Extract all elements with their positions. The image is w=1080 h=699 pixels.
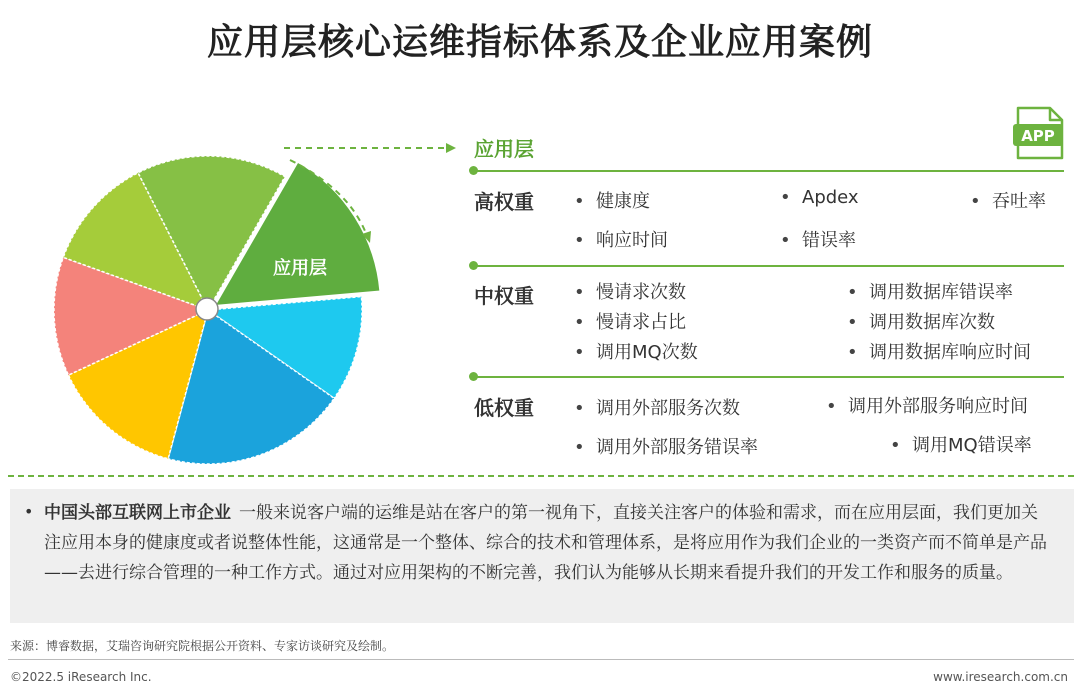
metric-item: • 健康度: [574, 191, 650, 212]
metric-item: • 慢请求占比: [574, 312, 686, 333]
row-separator-line: [474, 376, 1064, 378]
weight-label-low: 低权重: [474, 396, 534, 420]
description-text: 一般来说客户端的运维是站在客户的第一视角下，直接关注客户的体验和需求，而在应用层面，我们更加关注应用本身的健康度或者说整体性能，这通常是一个整体、综合的技术和管理体系，是将应用作为我们企业的一类资产而不简单是产品——去进行综合管理的一种工作方式。通过对应用架构的不断完善，我们认为能够从长期来看提升我们的开发工作和服务的质量。: [44, 503, 1047, 583]
wheel-slice-label: 应用层: [273, 258, 327, 279]
weight-label-medium: 中权重: [474, 284, 534, 308]
app-document-icon: [1012, 106, 1064, 160]
description-paragraph: [44, 498, 1054, 588]
metric-item: • 调用数据库响应时间: [847, 342, 1031, 363]
metric-item: • 错误率: [780, 230, 856, 251]
page-title: 应用层核心运维指标体系及企业应用案例: [206, 22, 873, 63]
metric-item: • 响应时间: [574, 230, 668, 251]
footer-divider: [8, 659, 1074, 660]
row-separator-line: [474, 170, 1064, 172]
section-divider: [8, 475, 1074, 477]
metric-item: • 调用外部服务次数: [574, 398, 740, 419]
metric-item: • 吞吐率: [970, 191, 1046, 212]
metric-item: • 调用MQ次数: [574, 342, 698, 363]
description-bullet: •: [24, 502, 34, 521]
metrics-wheel-diagram: [0, 0, 470, 470]
metric-item: • 调用MQ错误率: [890, 435, 1032, 456]
metric-item: • 调用外部服务响应时间: [826, 396, 1028, 417]
description-subject: 中国头部互联网上市企业: [44, 503, 231, 523]
row-separator-line: [474, 265, 1064, 267]
metric-item: • Apdex: [780, 187, 859, 208]
description-box: [10, 489, 1074, 623]
app-icon-label: APP: [1021, 127, 1055, 145]
layer-title: 应用层: [474, 137, 534, 161]
metric-item: • 调用数据库错误率: [847, 282, 1013, 303]
website-link[interactable]: www.iresearch.com.cn: [933, 670, 1068, 684]
copyright: ©2022.5 iResearch Inc.: [10, 670, 152, 684]
weight-label-high: 高权重: [474, 190, 534, 214]
metric-item: • 调用外部服务错误率: [574, 437, 758, 458]
metric-item: • 慢请求次数: [574, 282, 686, 303]
connector-arrow-head: [446, 143, 456, 153]
wheel-center-hub: [196, 298, 218, 320]
metric-item: • 调用数据库次数: [847, 312, 995, 333]
source-note: 来源：博睿数据，艾瑞咨询研究院根据公开资料、专家访谈研究及绘制。: [10, 639, 395, 653]
